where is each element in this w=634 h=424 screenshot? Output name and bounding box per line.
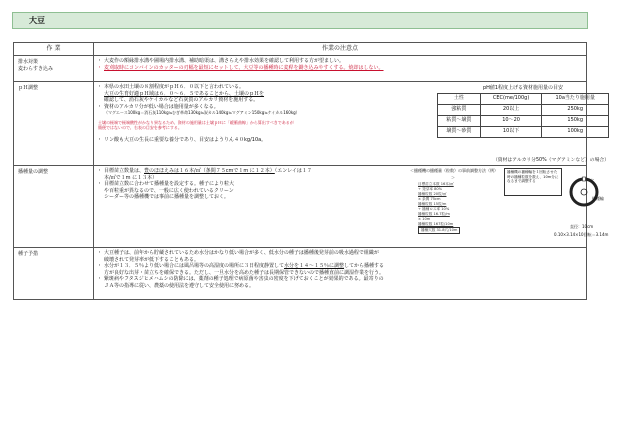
note-line: 大豆の生育好適ｐＨ域は６．０～６．５であることから、土壌のｐＨを — [104, 90, 265, 97]
table-header-row — [14, 43, 587, 56]
ph-table-header: CEC(me/100g) — [480, 93, 542, 104]
seed-wheel-diagram — [504, 168, 634, 242]
note-line: 確認して、消石灰やケイカルなど石灰質のアルカリ資材を施用する。 — [104, 97, 259, 103]
ph-table-row — [438, 126, 609, 137]
wheel-label: 播種輪 — [592, 196, 604, 201]
note-item — [98, 84, 428, 104]
seeding-diagram-caption: ＜播種機の播種量（粒数）の事前調整方法（例）＞ — [410, 168, 496, 180]
note-line: （マグエース100kg＝消石灰110kg≒むぎ革命130kg≒炭カル140kg≒マグアミン150kg≒ケイカル160kg） — [104, 110, 300, 115]
row-drainage — [14, 56, 587, 82]
row-seeding — [14, 166, 587, 248]
calc-line: 播種粒数 15粒/m — [418, 202, 447, 206]
task-cell — [14, 82, 94, 166]
calc-line: 播種粒数 167粒/10m — [418, 222, 454, 226]
ph-table-cell: 10以下 — [480, 126, 542, 137]
calc-line: 播種穴数 31.8穴/10m — [418, 227, 460, 234]
notes-cell — [94, 56, 587, 82]
ph-table-cell: 壌質～砂質 — [438, 126, 481, 137]
note-text: 豊のほほえみは１６本/㎡（条間７５cmで１m に１２本） — [144, 168, 275, 174]
row-seed-prep — [14, 248, 587, 300]
ph-table-header: 土性 — [438, 93, 481, 104]
note-line: 簡便ではないので、右表の目安を参考にする。 — [98, 125, 182, 130]
task-label: 排水対策 — [18, 59, 39, 65]
task-label: 種子予措 — [18, 251, 39, 257]
note-line: 土壌の極端で極端酸性がかなり異なるため、資材の施用量は土壌ｐＨに「緩衝曲線」から算出すべきであるが — [98, 120, 294, 125]
note-item — [98, 181, 313, 201]
note-text: （エンレイは１７本/㎡で１m に１３本） — [104, 168, 312, 181]
note-line: シーダー等の播種機では事前に播種量を調整しておく。 — [104, 194, 229, 200]
wheel-hole-label: 穴 — [590, 178, 594, 183]
calc-line: ÷ 播種ロス率 10% — [418, 207, 450, 211]
title-bar — [12, 12, 588, 29]
ph-table-cell: 粘質～壌質 — [438, 115, 481, 126]
seeding-calc-diagram — [410, 168, 496, 242]
ph-table-cell: 100kg — [542, 126, 609, 137]
ph-table-cell: 10～20 — [480, 115, 542, 126]
note-line: 方が良好な出芽・苗立ちを確保できる。ただし、一旦水分を高めた種子は長期保管できないので播種直前に調湿作業を行う。 — [104, 269, 385, 276]
calc-line: 播種粒数 16.7粒/m — [418, 212, 450, 216]
task-cell — [14, 56, 94, 82]
note-line: ・ 目標苗立数に合わせて播種量を設定する。種子により粒大 — [104, 181, 235, 187]
calc-line: × 条間 75cm — [418, 197, 441, 201]
task-cell — [14, 248, 94, 300]
ph-dosage-table-box — [437, 85, 609, 138]
notes-cell — [94, 248, 587, 300]
note-line: ・ 紫斑病やフタスジヒメハムシの防除には、薬剤の種子処理で病原菌や害虫の密度を下げておくことが効果的である。最寄りの — [104, 276, 384, 282]
note-line: や百粒重が異なるので、一般に広く使われているクリーン — [104, 187, 234, 194]
note-item — [98, 104, 428, 116]
calc-line: 目標苗立本数 16本/㎡ — [418, 182, 454, 186]
note-line: ＪＡ等の指導に従い、農薬の使用法を遵守して安全使用に努める。 — [104, 282, 255, 289]
ph-table-row — [438, 115, 609, 126]
header-task: 作 業 — [14, 43, 94, 56]
ph-dosage-table — [437, 93, 609, 138]
row-ph — [14, 82, 587, 166]
ph-caution — [98, 120, 428, 130]
notes-cell — [94, 166, 609, 248]
note-item: ・ リン酸も大豆の生長に重要な養分であり、目安はようりん４０kg/10a。 — [98, 137, 582, 144]
task-cell — [14, 166, 94, 248]
wheel-formula-label: 0.10×3.14×10回転＝3.14m — [554, 232, 609, 237]
task-label: ｐＨ調整 — [18, 85, 39, 91]
ph-table-caption: pH値1程度上げる資材施用量の目安 — [482, 85, 564, 91]
note-item — [98, 168, 313, 181]
ph-table-cell: 20以上 — [480, 104, 542, 115]
seeding-calc-lines — [410, 182, 496, 234]
note-line: ・ 大豆種子は、前年から貯蔵されているため水分はかなり低い場合が多く、低水分の種子は播種後発芽前の吸水過程で組織が — [104, 250, 379, 256]
note-item: ・ 大麦作の額縁排水溝や圃場内排水溝、補助暗渠は、溝さらえや排水効果を確認して利用する方が望ましい。 — [98, 58, 582, 65]
note-item — [98, 263, 582, 276]
calc-line: × 10m — [418, 217, 431, 221]
wheel-diameter-label: 直径：10cm — [570, 224, 594, 229]
seed-wheel-icon — [564, 172, 604, 212]
note-text: 水分を１４～１５％に調整 — [284, 263, 345, 269]
notes-cell — [94, 82, 609, 166]
header-notes: 作業の注意点 — [94, 43, 587, 56]
ph-table-row — [438, 104, 609, 115]
calc-line: 播種粒数 20粒/㎡ — [418, 192, 447, 196]
seed-wheel-memo: 播種機の播種輪を１回転させた時の播種粒数を数え、10m分になるまで調整する — [504, 168, 562, 196]
note-text: 目標苗立数量は、 — [104, 168, 145, 174]
note-item — [98, 250, 582, 263]
note-item: ・ 麦刈取時にコンバインのカッターの刃幅を最短にセットして、大豆等の播種時に麦稈を鋤き込みやすくする。焼却はしない。 — [98, 65, 582, 72]
ph-table-cell: 150kg — [542, 115, 609, 126]
note-line: ・ 資材のアルカリ分が低い場合は施用量が多くなる。 — [104, 103, 219, 110]
page-title: 大豆 — [29, 16, 45, 25]
note-item — [98, 276, 582, 289]
ph-table-note: （資材はアルカリ分50%（マグアミンなど）の場合） — [492, 158, 609, 163]
ph-table-cell: 250kg — [542, 104, 609, 115]
ph-table-header: 10a当たり施用量 — [542, 93, 609, 104]
task-label: 播種量の調整 — [18, 169, 49, 175]
ph-table-cell: 強粘質 — [438, 104, 481, 115]
note-line: ・ 本県の水田土壌の８割程度がｐＨ６．０以下と言われている。 — [104, 84, 245, 90]
note-text: 水分が１３．５％より低い場合には風呂場等の高湿度の場所に３日程度静置して — [104, 263, 285, 269]
note-text: してから播種する — [344, 263, 385, 269]
work-notes-table — [13, 42, 609, 300]
task-label: 麦わらすき込み — [18, 65, 54, 72]
calc-line: ÷ 発芽率 80% — [418, 187, 443, 191]
note-line: 破壊されて発芽率が低下することもある。 — [104, 256, 200, 263]
